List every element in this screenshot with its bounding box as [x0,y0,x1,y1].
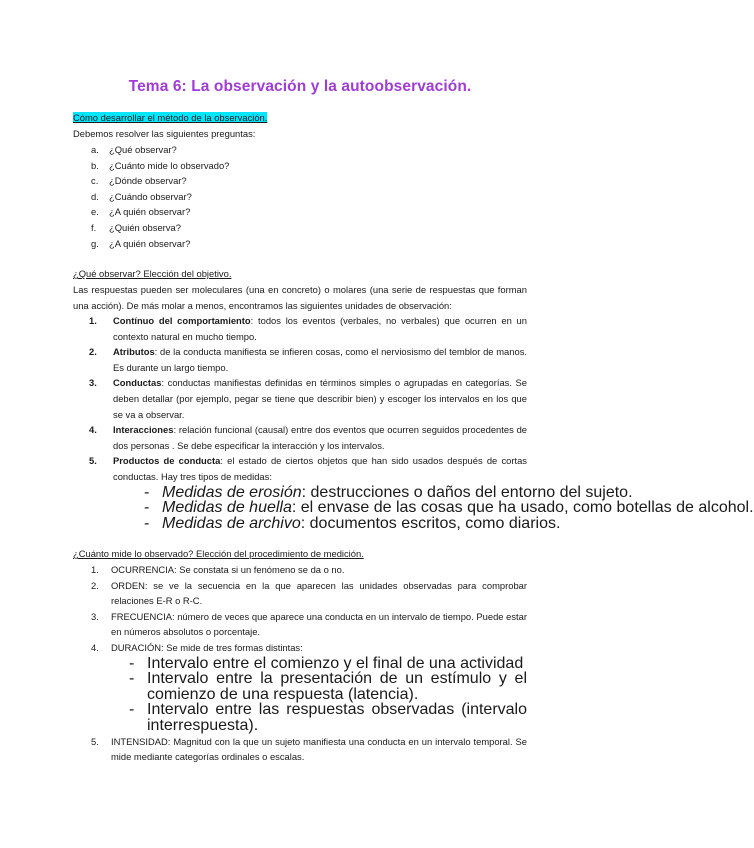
list-item: 2. Atributos: de la conducta manifiesta se infieren cosas, como el nerviosismo del temblor de manos. Es durante un largo tiempo. [89,346,527,373]
list-item: 4. Interacciones: relación funcional (causal) entre dos eventos que ocurren seguidos procedentes de dos personas . Se debe especificar la interacción y los intervalos. [89,424,527,451]
list-item: 3. Conductas: conductas manifiestas definidas en términos simples o agrupadas en categorías. Se deben detallar (por ejemplo, pegar se tiene que describir bien) y escoger los intervalos en los que se va a observar. [89,377,527,420]
list-item: 2. ORDEN: se ve la secuencia en la que aparecen las unidades observadas para comprobar relaciones E-R o R-C. [91,579,527,607]
observation-units-list [89,313,754,532]
section1-intro: Debemos resolver las siguientes preguntas: [73,128,256,139]
list-item: 1. Contínuo del comportamiento: todos los eventos (verbales, no verbales) que ocurren en un contexto natural en mucho tiempo. [89,315,527,342]
list-item: e. ¿A quién observar? [91,206,191,218]
sub-list-item: - Medidas de erosión: destrucciones o daños del entorno del sujeto. [144,483,633,501]
sub-list-item: - Intervalo entre el comienzo y el final de una actividad [129,654,524,672]
page-title: Tema 6: La observación y la autoobservación. [128,78,472,95]
list-item: 1. OCURRENCIA: Se constata si un fenómeno se da o no. [91,564,345,575]
section2-intro: Las respuestas pueden ser moleculares (una en concreto) o molares (una serie de respuestas que forman una acción). De más molar a menos, encontramos las siguientes unidades de observación: [73,284,527,311]
list-item: b. ¿Cuánto mide lo observado? [91,159,230,171]
section3-heading: ¿Cuánto mide lo observado? Elección del procedimiento de medición. [73,548,364,559]
list-item: f. ¿Quién observa? [91,221,181,233]
sub-list-item: - Intervalo entre las respuestas observadas (intervalo interrespuesta). [129,701,527,734]
section2-heading: ¿Qué observar? Elección del objetivo. [73,268,232,279]
list-item: a. ¿Qué observar? [91,144,177,155]
section1-heading: Cómo desarrollar el método de la observación. [73,112,268,123]
list-item: g. ¿A quién observar? [91,237,191,249]
list-item: 5. Productos de conducta: el estado de ciertos objetos que han sido usados después de cortas conductas. Hay tres tipos de medidas: [89,455,527,482]
list-item: c. ¿Dónde observar? [91,175,187,187]
sub-list-item: - Medidas de archivo: documentos escritos, como diarios. [144,514,561,532]
list-item: 5. INTENSIDAD: Magnitud con la que un sujeto manifiesta una conducta en un intervalo temporal. Se mide mediante categorías ordinales o escalas. [91,735,527,763]
list-item: d. ¿Cuándo observar? [91,190,192,202]
measurement-list [91,562,527,765]
list-item: 3. FRECUENCIA: número de veces que aparece una conducta en un intervalo de tiempo. Puede estar en números absolutos o porcentaje. [91,610,527,638]
sub-list-item: - Intervalo entre la presentación de un estímulo y el comienzo de una respuesta (latencia). [129,670,527,703]
sub-list-item: - Medidas de huella: el envase de las cosas que ha usado, como botellas de alcohol. [144,499,754,517]
list-item: 4. DURACIÓN: Se mide de tres formas distintas: [91,641,303,653]
question-list [91,142,491,251]
